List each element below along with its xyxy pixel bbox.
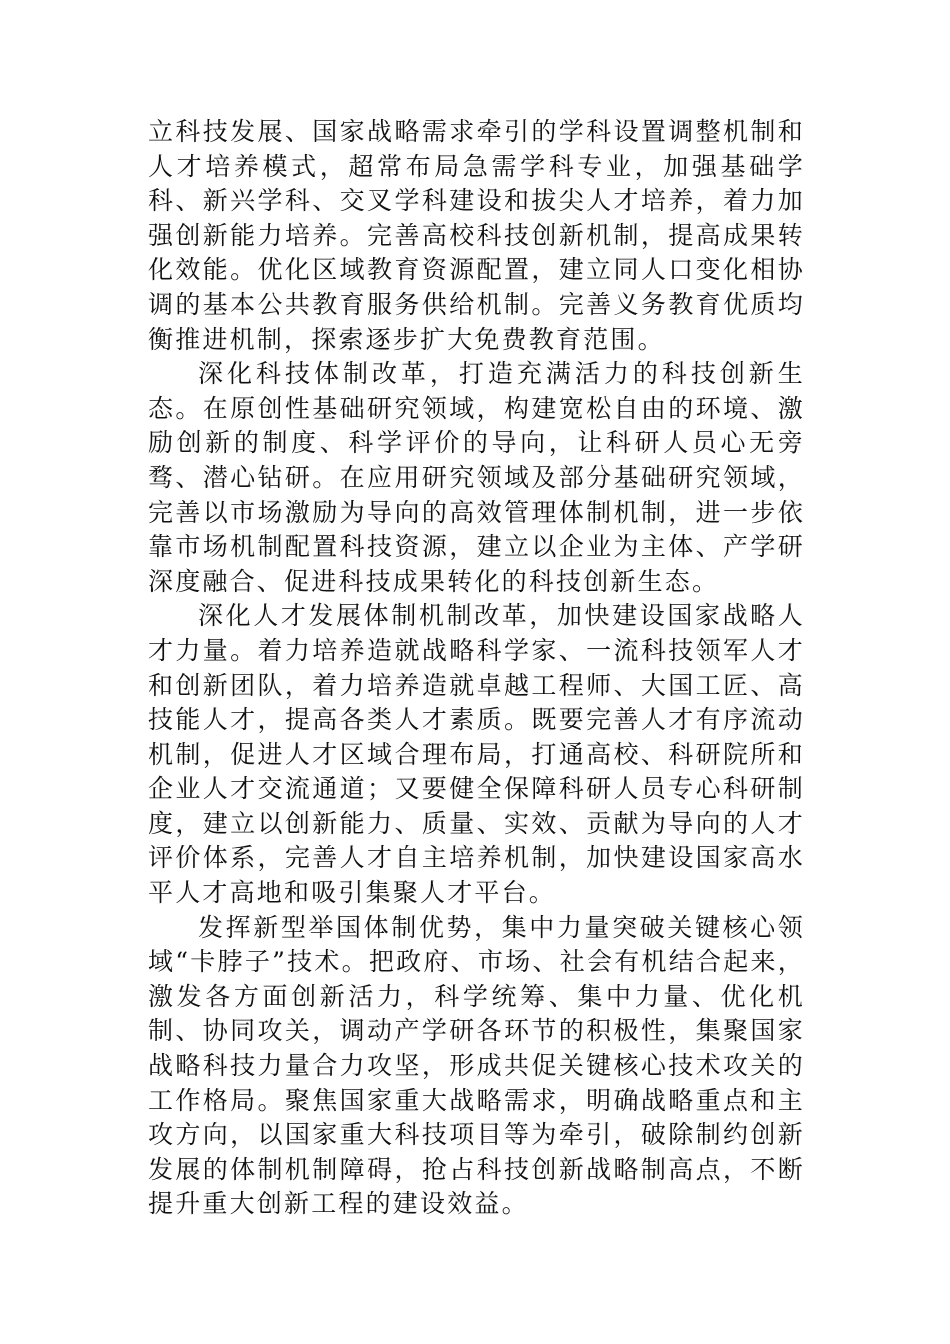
paragraph-4: 发挥新型举国体制优势，集中力量突破关键核心领域“卡脖子”技术。把政府、市场、社会有机结合起来，激发各方面创新活力，科学统筹、集中力量、优化机制、协同攻关，调动产学研各环节的积极性，集聚国家战略科技力量合力攻坚，形成共促关键核心技术攻关的工作格局。聚焦国家重大战略需求，明确战略重点和主攻方向，以国家重大科技项目等为牵引，破除制约创新发展的体制机制障碍，抢占科技创新战略制高点，不断提升重大创新工程的建设效益。 bbox=[148, 912, 805, 1219]
paragraph-3: 深化人才发展体制机制改革，加快建设国家战略人才力量。着力培养造就战略科学家、一流科技领军人才和创新团队，着力培养造就卓越工程师、大国工匠、高技能人才，提高各类人才素质。既要完善人才有序流动机制，促进人才区域合理布局，打通高校、科研院所和企业人才交流通道；又要健全保障科研人员专心科研制度，建立以创新能力、质量、实效、贡献为导向的人才评价体系，完善人才自主培养机制，加快建设国家高水平人才高地和吸引集聚人才平台。 bbox=[148, 601, 805, 908]
document-body bbox=[148, 115, 805, 1222]
paragraph-1: 立科技发展、国家战略需求牵引的学科设置调整机制和人才培养模式，超常布局急需学科专业，加强基础学科、新兴学科、交叉学科建设和拔尖人才培养，着力加强创新能力培养。完善高校科技创新机制，提高成果转化效能。优化区域教育资源配置，建立同人口变化相协调的基本公共教育服务供给机制。完善义务教育优质均衡推进机制，探索逐步扩大免费教育范围。 bbox=[148, 117, 805, 354]
paragraph-2: 深化科技体制改革，打造充满活力的科技创新生态。在原创性基础研究领域，构建宽松自由的环境、激励创新的制度、科学评价的导向，让科研人员心无旁骛、潜心钻研。在应用研究领域及部分基础研究领域，完善以市场激励为导向的高效管理体制机制，进一步依靠市场机制配置科技资源，建立以企业为主体、产学研深度融合、促进科技成果转化的科技创新生态。 bbox=[148, 359, 805, 596]
